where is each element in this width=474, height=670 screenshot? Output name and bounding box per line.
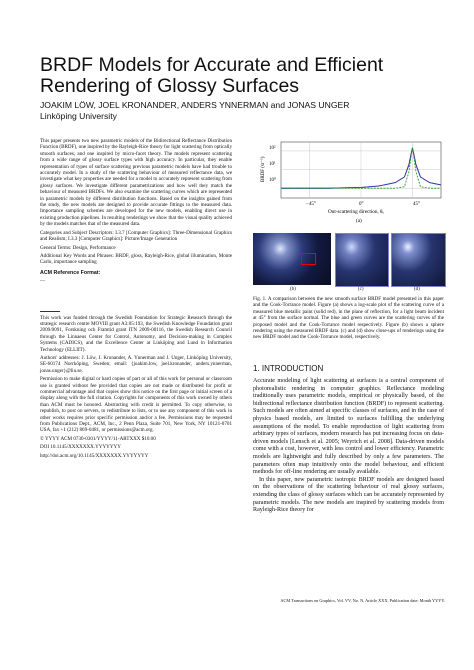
left-column — [40, 138, 232, 461]
author-addresses: Authors' addresses: J. Löw, J. Kronander, A. Ynnerman and J. Unger, Linköping University, SE-60174 Norrköping, Sweden; email: {joakim.low, joel.kronander, anders.ynnerman, jonas.unger}@liu.se. — [40, 354, 232, 374]
x-axis-label: Out-scattering direction, θₒ — [328, 209, 384, 215]
x-tick-1: 0° — [359, 202, 364, 207]
plot-panel-label: (a) — [356, 218, 362, 224]
journal-footer: ACM Transactions on Graphics, Vol. VV, No. N, Article XXX, Publication date: Month YYYY. — [280, 598, 445, 603]
intro-paragraph-2: In this paper, new parametric isotropic BRDF models are designed based on the observations of the scattering behaviour of real glossy surfaces, extending the class of glossy surfaces which can be accurately represented by parametric models. The new models are inspired by scattering models from Rayleigh-Rice theory for — [253, 476, 444, 514]
panel-label-b: (b) — [290, 287, 296, 292]
doi-url[interactable]: http://doi.acm.org/10.1145/XXXXXXX.YYYYYYY — [40, 452, 149, 459]
panel-label-c: (c) — [358, 287, 364, 292]
y-tick-2: 10⁰ — [269, 178, 277, 183]
zoom-box — [301, 253, 316, 265]
abstract: This paper presents two new parametric models of the Bidirectional Reflectance Distribution Function (BRDF), one inspired by the Rayleigh-Rice theory for light scattering from optically smooth surfaces, and one inspired by micro-facet theory. The models represent scattering from a wide range of glossy surface types with high accuracy. In particular, they enable representation of types of surface scattering previous parametric models have had trouble to accurately model. In a study of the scattering behaviour of measured reflectance data, we investigate what key properties are needed for a model to accurately represent scattering from glossy surfaces. We investigate different parametrizations and how well they match the behaviour of measured BRDFs. We also examine the scattering curves which are represented in parametric models by different distribution functions. Based on the insights gained from the study, the new models are designed to provide accurate fittings to the measured data. Importance sampling schemes are developed for the new models, enabling direct use in existing production pipelines. In resulting renderings we show that the visual quality achieved by the models matches that of the measured data. — [40, 138, 232, 228]
doi-line: DOI 10.1145/XXXXXXX.YYYYYYY — [40, 444, 121, 451]
general-terms: General Terms: Design, Performance — [40, 244, 116, 251]
panel-label-d: (d) — [414, 287, 420, 292]
acm-reference-heading: ACM Reference Format: — [40, 269, 101, 276]
y-axis-label: BRDF (sr⁻¹) — [261, 156, 266, 182]
acm-reference-dash: — — [40, 278, 46, 285]
brdf-plot — [253, 138, 444, 228]
sphere-rendering — [253, 233, 331, 285]
affiliation: Linköping University — [40, 111, 117, 121]
x-tick-2: 45° — [413, 202, 420, 207]
closeup-new-model — [335, 233, 389, 287]
y-tick-0: 10² — [269, 146, 276, 151]
intro-paragraph-1: Accurate modeling of light scattering at surfaces is a central component of photorealistic rendering in computer graphics. Reflectance modeling traditionally uses parametric models, empirical or physically based, of the bidirectional reflectance distribution function (BRDF) to represent scattering. Such models are often aimed at specific classes of surfaces, and in the case of physics based models, are limited to surfaces fulfilling the underlying assumptions of the model. To enable reproduction of light scattering from arbitrary types of surfaces, modern research has put increasing focus on data-driven models [Lensch et al. 2005; Weyrich et al. 2008]. Data-driven models come with a cost, however, with less control and lower efficiency. Parametric models are lightweight and fully described by only a few parameters. The parameters often map intuitively onto the model behaviour, and efficient methods for off-line rendering are usually available. — [253, 378, 444, 476]
permission-notice: Permission to make digital or hard copies of part or all of this work for personal or classroom use is granted without fee provided that copies are not made or distributed for profit or commercial advantage and that copies show this notice on the first page or initial screen of a display along with the full citation. Copyrights for components of this work owned by others than ACM must be honored. Abstracting with credit is permitted. To copy otherwise, to republish, to post on servers, to redistribute to lists, or to use any component of this work in other works requires prior specific permission and/or a fee. Permissions may be requested from Publications Dept., ACM, Inc., 2 Penn Plaza, Suite 701, New York, NY 10121-0701 USA, fax +1 (212) 869-0481, or permissions@acm.org. — [40, 376, 232, 434]
y-tick-1: 10¹ — [269, 162, 276, 167]
author-names: JOAKIM LÖW, JOEL KRONANDER, ANDERS YNNERMAN and JONAS UNGER — [40, 100, 350, 110]
rendering-panels — [253, 233, 444, 285]
section-heading-introduction: 1. INTRODUCTION — [253, 364, 324, 373]
x-tick-0: −45° — [306, 202, 316, 207]
author-block — [40, 100, 440, 122]
paper-title: BRDF Models for Accurate and Efficient Rendering of Glossy Surfaces — [40, 54, 384, 97]
footnote-rule — [40, 311, 60, 312]
funding-note: This work was funded through the Swedish Foundation for Strategic Research through the strategic research centre MOVIII grant A3:05:193, the Swedish Knowledge Foundation grant 2009/0091, Forskning och Framtid grant ITN 2009-00116, the Swedish Research Council through the Linnaeus Center for Control, Autonomy, and Decision-making in Complex Systems (CADICS), and the Excellence Center at Linköping and Lund in Information Technology (ELLIIT). — [40, 314, 232, 353]
categories: Categories and Subject Descriptors: I.3.7 [Computer Graphics]: Three-Dimensional Graphics and Realism; I.3.3 [Computer Graphics]: Picture/Image Generation — [40, 229, 232, 243]
keywords: Additional Key Words and Phrases: BRDF, gloss, Rayleigh-Rice, global illumination, Monte Carlo, importance sampling — [40, 252, 232, 266]
introduction-body — [253, 378, 444, 515]
closeup-cook-torrance — [391, 233, 446, 287]
copyright-line: © YYYY ACM 0730-0301/YYYY/11-ARTXXX $10.00 — [40, 435, 156, 442]
plot-grid — [281, 142, 441, 198]
figure-caption: Fig. 1. A comparison between the new smooth surface BRDF model presented in this paper and the Cook-Torrance model. Figure (a) shows a log-scale plot of the scattering curve of a measured blue metallic paint (solid red), in the plane of reflection, for a light beam incident at 45° from the surface normal. The blue and green curves are the scattering curves of the proposed model and the Cook-Torrance model respectively. Figure (b) shows a sphere rendering using the measured BRDF data. (c) and (d) show close-ups of renderings using the new BRDF model and the Cook-Torrance model, respectively. — [253, 296, 444, 341]
